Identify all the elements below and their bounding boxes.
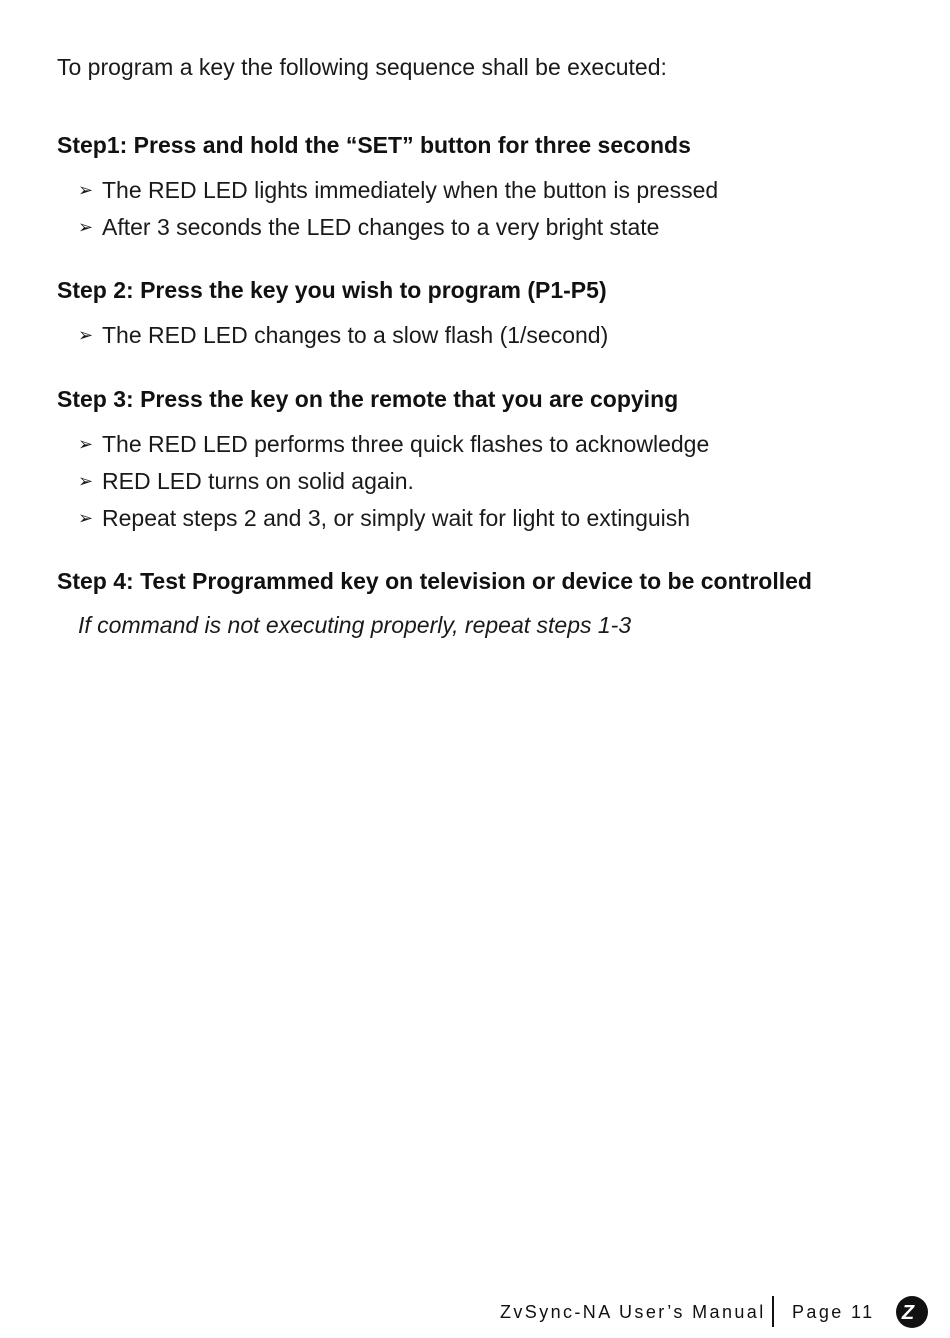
list-item [78,171,718,208]
bullet-text: The RED LED changes to a slow flash (1/second) [102,321,609,348]
bullet-text: Repeat steps 2 and 3, or simply wait for light to extinguish [102,504,691,531]
step-2-bullets [78,316,608,353]
bullet-text: The RED LED performs three quick flashes to acknowledge [102,430,710,457]
svg-text:Z: Z [901,1302,915,1324]
svg-text:v: v [919,1311,927,1323]
arrow-bullet-icon: ➢ [78,179,94,200]
step-3-bullets [78,425,709,536]
arrow-bullet-icon: ➢ [78,324,94,345]
intro-text: To program a key the following sequence shall be executed: [57,54,667,80]
step-1-bullets [78,171,718,245]
bullet-text: RED LED turns on solid again. [102,467,414,494]
arrow-bullet-icon: ➢ [78,216,94,237]
list-item [78,208,718,245]
bullet-text: The RED LED lights immediately when the button is pressed [102,176,719,203]
arrow-bullet-icon: ➢ [78,507,94,528]
list-item [78,425,709,462]
page-number: Page 11 [792,1302,875,1322]
zv-logo-icon [895,1295,931,1329]
footer-divider [772,1296,774,1327]
step-4-heading: Step 4: Test Programmed key on television or device to be controlled [57,568,812,594]
page-footer [500,1294,940,1334]
arrow-bullet-icon: ➢ [78,433,94,454]
bullet-text: After 3 seconds the LED changes to a very bright state [102,213,660,240]
step-3-heading: Step 3: Press the key on the remote that you are copying [57,386,679,412]
manual-title: ZvSync-NA User’s Manual [500,1302,766,1322]
step-2-heading: Step 2: Press the key you wish to program (P1-P5) [57,277,607,303]
list-item [78,462,709,499]
arrow-bullet-icon: ➢ [78,470,94,491]
list-item [78,499,709,536]
list-item [78,316,608,353]
step-1-heading: Step1: Press and hold the “SET” button for three seconds [57,132,691,158]
step-4-note: If command is not executing properly, repeat steps 1-3 [78,612,632,638]
